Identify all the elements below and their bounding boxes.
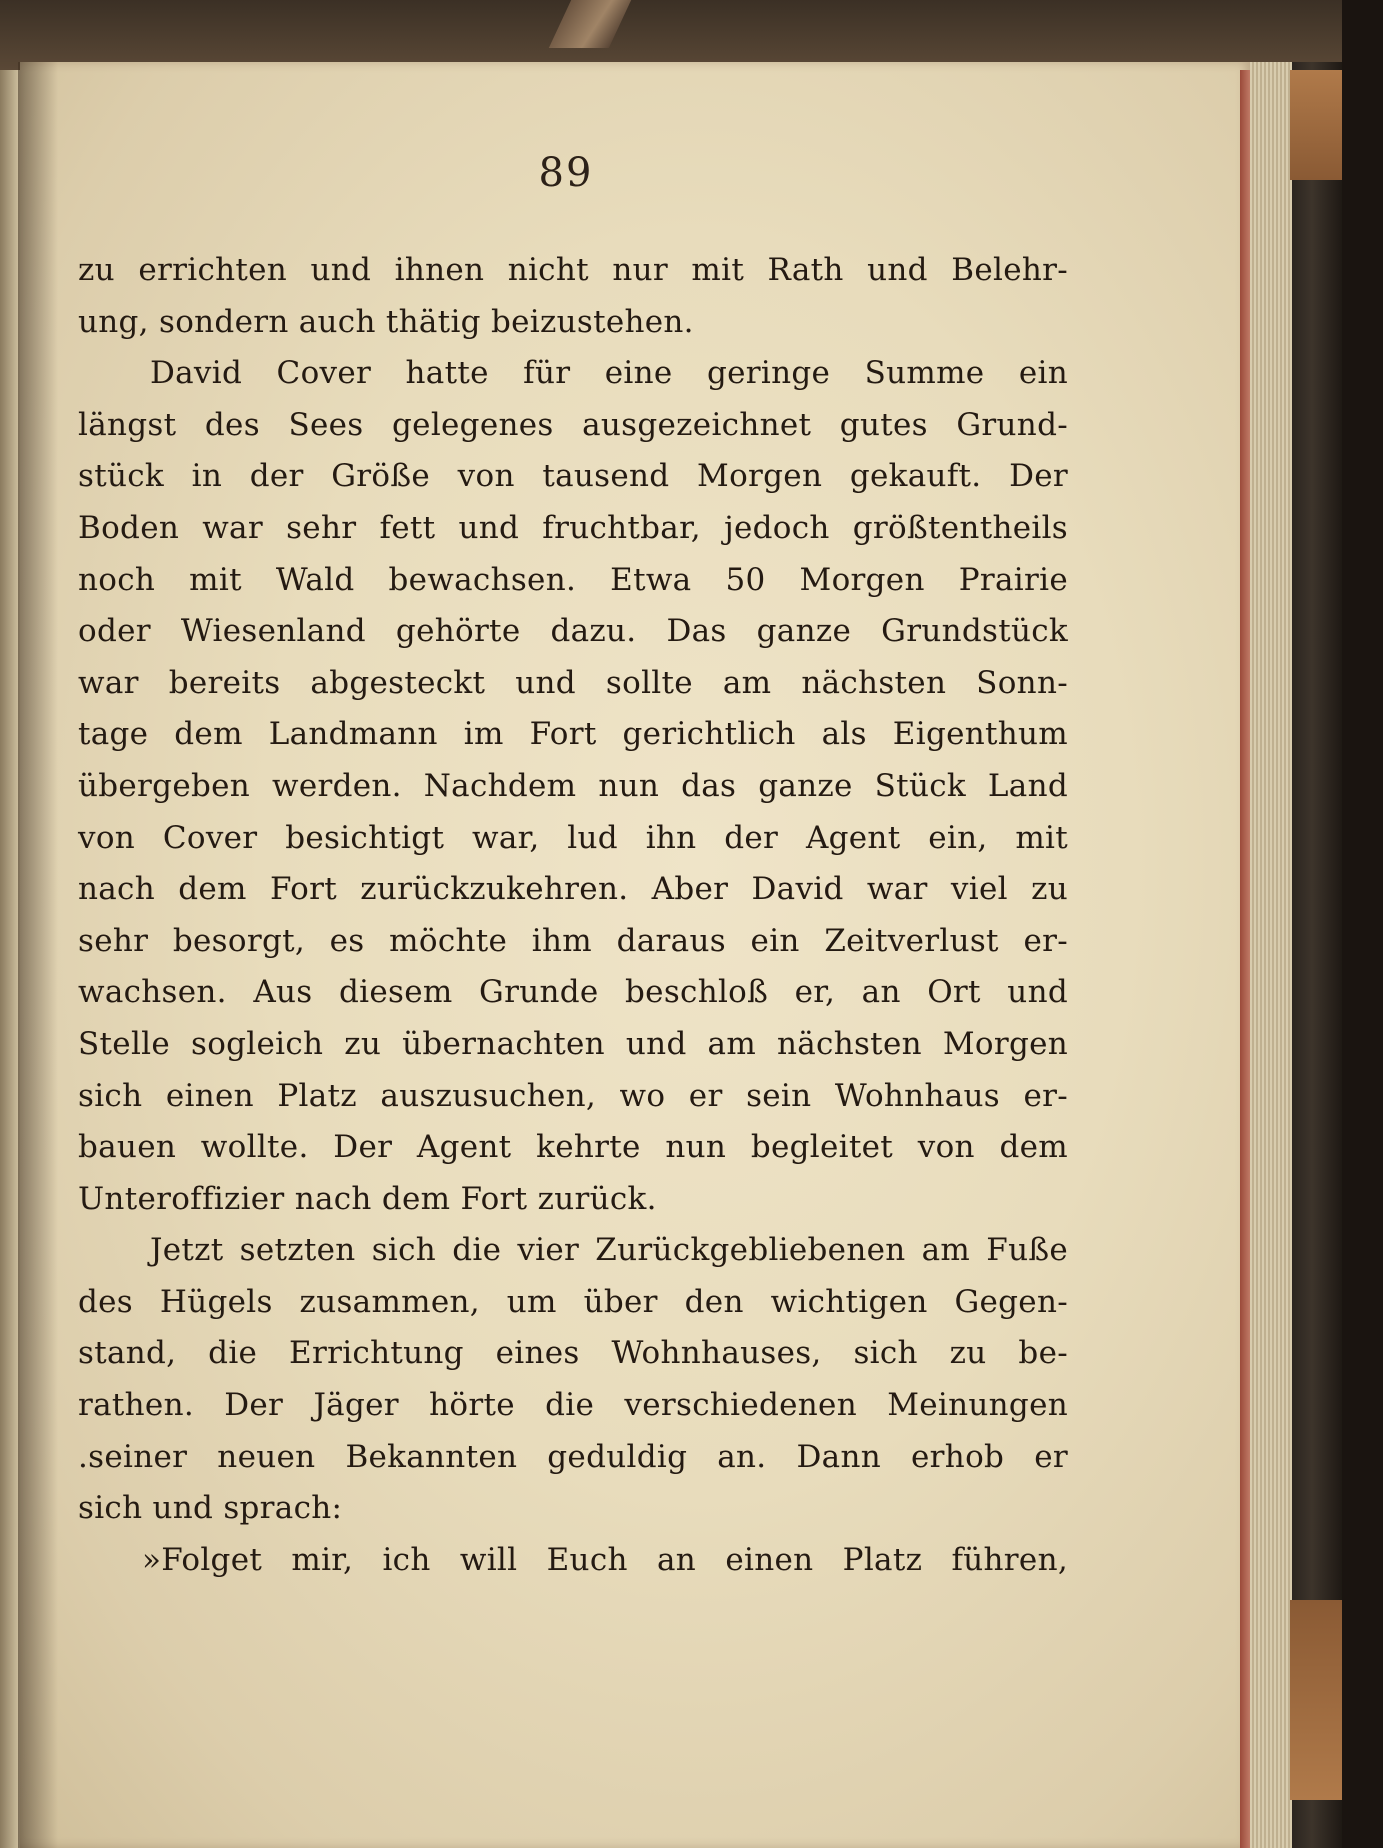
text-line: .seiner neuen Bekannten geduldig an. Dann erhob er xyxy=(78,1438,1068,1475)
text-line: sich und sprach: xyxy=(78,1490,343,1527)
book-cover-edge xyxy=(1292,62,1342,1848)
text-line: tage dem Landmann im Fort gerichtlich als Eigenthum xyxy=(78,716,1068,753)
text-line: rathen. Der Jäger hörte die verschiedenen Meinungen xyxy=(78,1387,1068,1424)
text-line: Boden war sehr fett und fruchtbar, jedoch größtentheils xyxy=(78,509,1068,546)
text-line: nach dem Fort zurückzukehren. Aber David war viel zu xyxy=(78,871,1068,908)
text-line: war bereits abgesteckt und sollte am nächsten Sonn- xyxy=(78,664,1068,701)
text-line: oder Wiesenland gehörte dazu. Das ganze Grundstück xyxy=(78,613,1068,650)
text-line: David Cover hatte für eine geringe Summe ein xyxy=(150,355,1068,392)
leather-corner-top xyxy=(1290,70,1346,180)
text-line: stand, die Errichtung eines Wohnhauses, sich zu be- xyxy=(78,1335,1068,1372)
text-line: noch mit Wald bewachsen. Etwa 50 Morgen Prairie xyxy=(78,561,1068,598)
page-number: 89 xyxy=(538,150,594,196)
text-line: des Hügels zusammen, um über den wichtigen Gegen- xyxy=(78,1283,1068,1320)
text-line: bauen wollte. Der Agent kehrte nun begleitet von dem xyxy=(78,1129,1068,1166)
text-line: von Cover besichtigt war, lud ihn der Agent ein, mit xyxy=(78,819,1068,856)
text-line: stück in der Größe von tausend Morgen gekauft. Der xyxy=(78,458,1068,495)
background-edge xyxy=(1342,0,1383,1848)
text-line: ung, sondern auch thätig beizustehen. xyxy=(78,303,694,340)
red-page-edge xyxy=(1240,70,1250,1848)
page-stack-edge xyxy=(1250,62,1292,1848)
text-line: »Folget mir, ich will Euch an einen Platz führen, xyxy=(142,1541,1068,1578)
page-text xyxy=(78,245,1068,1586)
text-line: Stelle sogleich zu übernachten und am nächsten Morgen xyxy=(78,1025,1068,1062)
text-line: zu errichten und ihnen nicht nur mit Rath und Belehr- xyxy=(78,252,1068,288)
text-line: übergeben werden. Nachdem nun das ganze Stück Land xyxy=(78,767,1068,804)
text-line: sehr besorgt, es möchte ihm daraus ein Zeitverlust er- xyxy=(78,922,1068,959)
text-line: längst des Sees gelegenes ausgezeichnet gutes Grund- xyxy=(78,406,1068,443)
text-line: wachsen. Aus diesem Grunde beschloß er, an Ort und xyxy=(78,974,1068,1011)
leather-corner-bottom xyxy=(1290,1600,1346,1800)
text-line: Unteroffizier nach dem Fort zurück. xyxy=(78,1180,657,1217)
text-line: Jetzt setzten sich die vier Zurückgebliebenen am Fuße xyxy=(150,1232,1068,1269)
page-gutter-shadow xyxy=(18,62,58,1848)
text-line: sich einen Platz auszusuchen, wo er sein Wohnhaus er- xyxy=(78,1077,1068,1114)
book-cover-top xyxy=(0,0,1383,70)
